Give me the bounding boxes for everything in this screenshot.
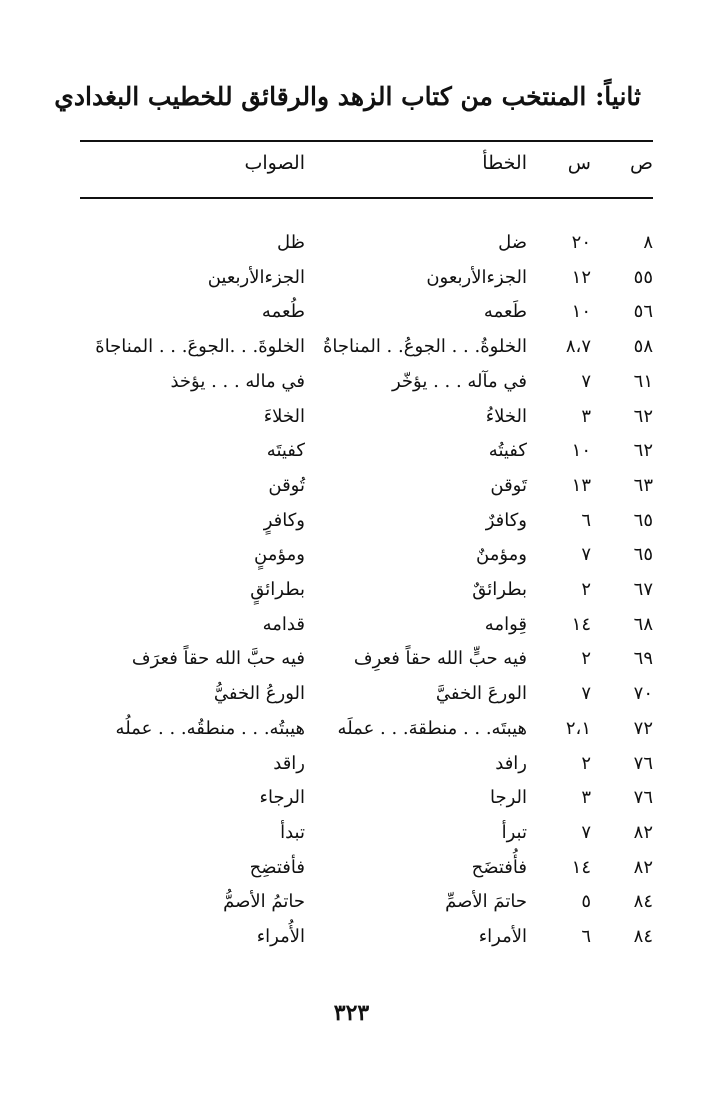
row-wrong: كفيتُه: [488, 440, 527, 462]
table-row: [0, 263, 703, 297]
row-line: ٣: [581, 405, 591, 427]
row-line: ٧: [581, 821, 591, 843]
row-page: ٦١: [633, 370, 653, 392]
row-line: ١٤: [571, 613, 591, 635]
row-correct: هيبتُه. . . منطقُه. . . عملُه: [115, 717, 305, 739]
header-page: ص: [630, 152, 653, 174]
row-page: ٨٤: [633, 926, 653, 947]
row-line: ٢: [581, 752, 591, 774]
row-correct: راقد: [273, 752, 305, 774]
row-correct: تُوقن: [268, 474, 305, 496]
table-row: [0, 297, 703, 331]
row-line: ٢: [581, 648, 591, 670]
row-page: ٦٥: [633, 509, 653, 531]
table-top-rule: [80, 140, 653, 142]
row-page: ٦٧: [633, 579, 653, 600]
row-correct: فأفتضِح: [249, 856, 305, 878]
row-page: ٦٩: [633, 648, 653, 670]
row-line: ٧: [581, 544, 591, 566]
header-wrong: الخطأ: [482, 152, 527, 174]
row-page: ٦٥: [633, 544, 653, 566]
row-correct: بطرائقٍ: [250, 579, 305, 600]
row-correct: ومؤمنٍ: [254, 544, 305, 566]
row-line: ١٤: [571, 856, 591, 878]
table-row: [0, 644, 703, 678]
row-wrong: فيه حبٍّ الله حقاً فعرِف: [353, 648, 527, 670]
row-correct: الأُمراء: [256, 926, 305, 947]
row-line: ١٢: [571, 266, 591, 288]
row-line: ٦: [581, 926, 591, 947]
row-correct: الجزءالأربعين: [207, 266, 305, 288]
row-page: ٥٥: [633, 266, 653, 288]
row-page: ٨٤: [633, 891, 653, 913]
table-row: [0, 818, 703, 852]
table-row: [0, 887, 703, 921]
row-page: ٧٠: [633, 683, 653, 705]
row-page: ٧٢: [633, 717, 653, 739]
table-row: [0, 402, 703, 436]
row-correct: الخلوةَ. . .الجوعَ. . . المناجاةَ: [95, 336, 305, 358]
row-line: ٢،١: [565, 717, 591, 739]
row-line: ٢: [581, 579, 591, 600]
table-row: [0, 506, 703, 540]
table-row: [0, 436, 703, 470]
row-correct: تبدأ: [280, 821, 305, 843]
row-correct: كفيتَه: [266, 440, 305, 462]
table-row: [0, 783, 703, 817]
table-row: [0, 679, 703, 713]
row-wrong: في مآله . . . يؤخّر: [391, 370, 527, 392]
row-line: ٢٠: [571, 232, 591, 253]
row-wrong: وكافرٌ: [485, 509, 527, 531]
row-correct: الخلاءَ: [263, 405, 305, 427]
row-line: ٨،٧: [565, 336, 591, 358]
row-line: ٧: [581, 370, 591, 392]
row-page: ٨٢: [633, 821, 653, 843]
row-wrong: تبرأ: [501, 821, 527, 843]
row-wrong: الخلاءُ: [485, 405, 527, 427]
row-correct: في ماله . . . يؤخذ: [170, 370, 305, 392]
header-right: الصواب: [244, 152, 305, 174]
row-wrong: بطرائقٌ: [472, 579, 527, 600]
table-row: [0, 332, 703, 366]
row-page: ٧٦: [633, 787, 653, 809]
row-wrong: فأُفتضَح: [471, 856, 527, 878]
row-page: ٦٣: [633, 474, 653, 496]
table-header: [0, 152, 703, 184]
row-line: ١٣: [571, 474, 591, 496]
row-line: ٣: [581, 787, 591, 809]
row-wrong: ضل: [498, 232, 527, 253]
page-title: ثانياً: المنتخب من كتاب الزهد والرقائق للخطيب البغدادي: [54, 82, 641, 111]
row-wrong: الخلوةُ. . . الجوعُ. . المناجاةُ: [322, 336, 527, 358]
row-line: ٦: [581, 509, 591, 531]
row-correct: الورعُ الخفيُّ: [213, 683, 305, 705]
row-page: ٥٦: [633, 301, 653, 323]
table-row: [0, 922, 703, 956]
table-row: [0, 714, 703, 748]
header-line: س: [567, 152, 591, 174]
row-page: ٨: [643, 232, 653, 253]
row-correct: ظل: [277, 232, 305, 253]
table-row: [0, 540, 703, 574]
row-page: ٦٢: [633, 440, 653, 462]
row-page: ٧٦: [633, 752, 653, 774]
row-wrong: قِوامه: [484, 613, 527, 635]
row-wrong: الرجا: [489, 787, 527, 809]
row-correct: حاتمُ الأصمُّ: [223, 891, 305, 913]
row-line: ١٠: [571, 301, 591, 323]
row-correct: وكافرٍ: [263, 509, 305, 531]
row-correct: الرجاء: [259, 787, 305, 809]
row-wrong: تَوقن: [490, 474, 527, 496]
row-page: ٥٨: [633, 336, 653, 358]
row-wrong: طَعمه: [483, 301, 527, 323]
table-row: [0, 749, 703, 783]
table-row: [0, 367, 703, 401]
page-number: ٣٢٣: [333, 1000, 370, 1026]
row-page: ٦٢: [633, 405, 653, 427]
row-line: ١٠: [571, 440, 591, 462]
table-row: [0, 471, 703, 505]
row-correct: طُعمه: [261, 301, 305, 323]
row-line: ٥: [581, 891, 591, 913]
table-header-rule: [80, 197, 653, 199]
row-page: ٦٨: [633, 613, 653, 635]
row-line: ٧: [581, 683, 591, 705]
row-wrong: الجزءالأربعون: [426, 266, 527, 288]
row-page: ٨٢: [633, 856, 653, 878]
row-wrong: هيبتَه. . . منطقهَ. . . عملَه: [337, 717, 527, 739]
row-wrong: الورعَ الخفيَّ: [435, 683, 527, 705]
table-row: [0, 610, 703, 644]
table-row: [0, 228, 703, 262]
row-correct: قدامه: [262, 613, 305, 635]
row-wrong: الأمراء: [478, 926, 527, 947]
row-wrong: رافد: [495, 752, 527, 774]
table-row: [0, 853, 703, 887]
row-correct: فيه حبَّ الله حقاً فعرَف: [131, 648, 305, 670]
table-row: [0, 575, 703, 609]
row-wrong: حاتمَ الأصمِّ: [445, 891, 527, 913]
row-wrong: ومؤمنٌ: [476, 544, 527, 566]
